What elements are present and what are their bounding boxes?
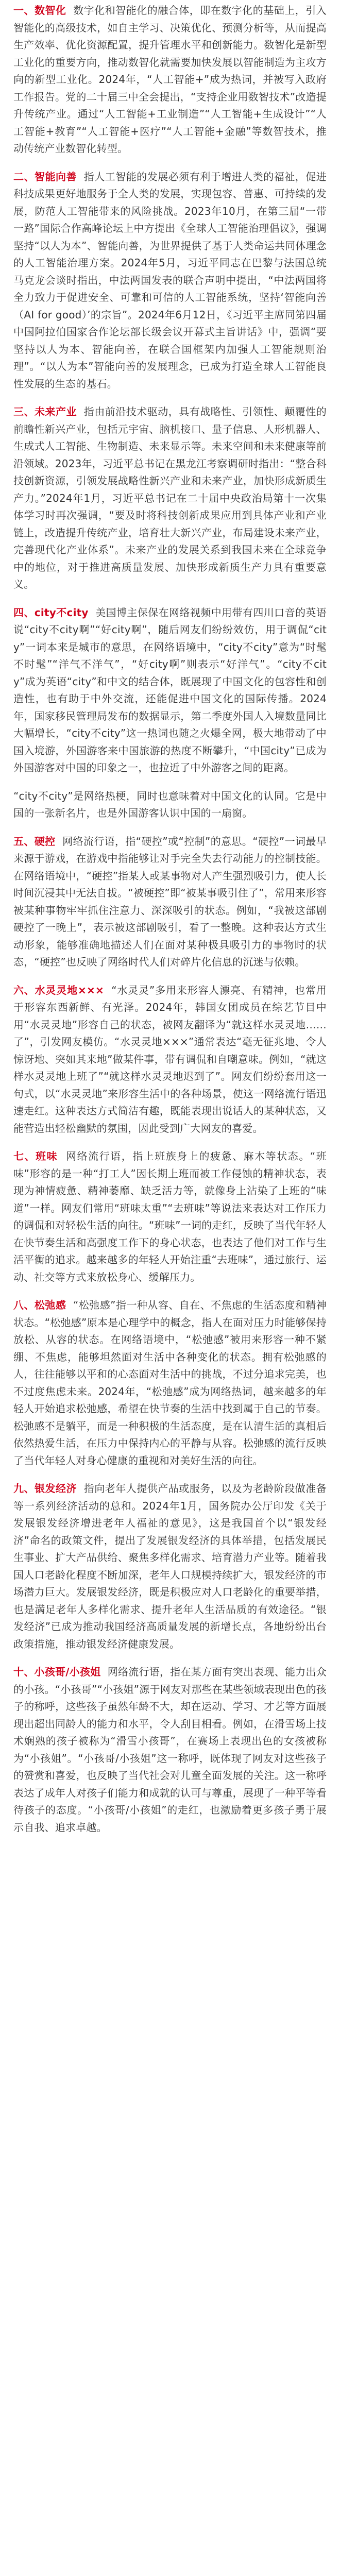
section-3 [13,403,327,594]
section-heading: 十、小孩哥/小孩姐 [13,1666,101,1678]
paragraph [13,403,327,594]
section-body: “水灵灵”多用来形容人漂亮、有精神，也常用于形容东西新鲜、有光泽。2024年，韩国女团成员在综艺节目中用“水灵灵地”形容自己的状态，被网友翻译为“就这样水灵灵地……了”，引发网友模仿。“水灵灵地×××”通常表达“毫无征兆地、令人惊讶地、突如其来地”做某件事，带有调侃和自嘲意味。例如，“就这样水灵灵地上班了”“就这样水灵灵地迟到了”。网友们纷纷套用这一句式，以“水灵灵地”来形容生活中的各种场景，使这一网络流行语迅速走红。这种表达方式简洁有趣，既能表现出说话人的某种状态，又能营造出轻松幽默的氛围，因此受到广大网友的喜爱。 [13,984,327,1134]
section-4 [13,604,327,822]
section-heading: 六、水灵灵地××× [13,984,104,996]
section-heading: 三、未来产业 [13,405,77,418]
section-heading: 二、智能向善 [13,170,77,183]
section-body: 指人工智能的发展必须有利于增进人类的福祉，促进科技成果更好地服务于全人类的发展，实现包容、普惠、可持续的发展，防范人工智能带来的风险挑战。2023年10月，在第三届“一带一路”国际合作高峰论坛上中方提出《全球人工智能治理倡议》，强调坚持“以人为本”、智能向善，为世界提供了基于人类命运共同体理念的人工智能治理方案。2024年5月，习近平同志在巴黎与法国总统马克龙会谈时指出，中法两国发表的联合声明中提出，“中法两国将全力致力于促进安全、可靠和可信的人工智能系统，坚持‘智能向善（AI for good）’的宗旨”。2024年6月12日，《习近平主席同第四届中国阿拉伯国家合作论坛部长级会议开幕式主旨讲话》中，强调“要坚持以人为本、智能向善，在联合国框架内加强人工智能规则治理”。“以人为本”智能向善的发展理念，已成为打造全球人工智能良性发展的生态的基石。 [13,170,327,390]
section-body: 美国博主保保在网络视频中用带有四川口音的英语说“city不city啊”“好city啊”，随后网友们纷纷效仿，用于调侃“city”一词本来是城市的意思，在网络语境中，“city不city”意为“时髦不时髦”“洋气不洋气”，“好city啊”则表示“好洋气”。“city不city”成为英语“city”和中文的结合体，既展现了中国文化的包容性和创造性，也有助于中外交流，还能促进中国文化的国际传播。2024年，国家移民管理局发布的数据显示，第二季度外国人入境数量同比大幅增长，“city不city”这一热词也随之火爆全网，极大地带动了中国入境游，外国游客来中国旅游的热度不断攀升，“中国city”已成为外国游客对中国的印象之一，也拉近了中外游客之间的距离。 [13,606,327,774]
paragraph [13,168,327,393]
paragraph [13,604,327,777]
section-10 [13,1664,327,1836]
section-7 [13,1148,327,1286]
section-heading: 八、松弛感 [13,1299,66,1311]
section-body: “city不city”是网络热梗，同时也意味着对中国文化的认同。它是中国的一张新名片，也是外国游客认识中国的一扇窗。 [13,789,327,819]
section-body: 指向老年人提供产品或服务，以及为老龄阶段做准备等一系列经济活动的总和。2024年1月，国务院办公厅印发《关于发展银发经济增进老年人福祉的意见》，这是我国首个以“银发经济”命名的政策文件，提出了发展银发经济的具体举措，包括发展民生事业、扩大产品供给、聚焦多样化需求、培育潜力产业等。随着我国人口老龄化程度不断加深，老年人口规模持续扩大，银发经济的市场潜力巨大。发展银发经济，既是积极应对人口老龄化的重要举措，也是满足老年人多样化需求、提升老年人生活品质的有效途径。“银发经济”已成为推动我国经济高质量发展的新增长点，各地纷纷出台政策措施，推动银发经济健康发展。 [13,1482,327,1650]
section-body: 指由前沿技术驱动，具有战略性、引领性、颠覆性的前瞻性新兴产业，包括元宇宙、脑机接口、量子信息、人形机器人、生成式人工智能、生物制造、未来显示等。未来空间和未来健康等前沿领域。2023年，习近平总书记在黑龙江考察调研时指出：“整合科技创新资源，引领发展战略性新兴产业和未来产业，加快形成新质生产力。”2024年1月，习近平总书记在二十届中央政治局第十一次集体学习时再次强调，“要及时将科技创新成果应用到具体产业和产业链上，改造提升传统产业，培育壮大新兴产业，布局建设未来产业，完善现代化产业体系”。未来产业的发展关系到我国未来在全球竞争中的地位，对于推进高质量发展、加快形成新质生产力具有重要意义。 [13,405,327,590]
section-6 [13,982,327,1138]
paragraph [13,982,327,1138]
section-1 [13,2,327,158]
section-body: 数字化和智能化的融合体，即在数字化的基础上，引入智能化的高级技术，如自主学习、决策优化、预测分析等，从而提高生产效率、优化资源配置，提升管理水平和创新能力。数智化是新型工业化的重要方向，推动数智化就需要加快发展以智能制造为主攻方向的新型工业化。2024年，“人工智能+”成为热词，并被写入政府工作报告。党的二十届三中全会提出，“支持企业用数智技术”改造提升传统产业。通过“人工智能+工业制造”“人工智能+生成设计”“人工智能+教育”“人工智能+医疗”“人工智能+金融”等数智技术，推动传统产业数智化转型。 [13,4,327,155]
section-heading: 五、硬控 [13,835,56,848]
paragraph [13,1148,327,1286]
section-2 [13,168,327,393]
paragraph [13,833,327,971]
paragraph [13,1664,327,1836]
section-body: “松弛感”指一种从容、自在、不焦虑的生活态度和精神状态。“松弛感”原本是心理学中的概念，指人在面对压力时能够保持放松、从容的状态。在网络语境中，“松弛感”被用来形容一种不紧绷、不焦虑，能够坦然面对生活中各种变化的状态。拥有松弛感的人，往往能够以平和的心态面对生活中的挑战，不过分追求完美，也不过度焦虑未来。2024年，“松弛感”成为网络热词，越来越多的年轻人开始追求松弛感，希望在快节奏的生活中找到属于自己的节奏。松弛感不是躺平，而是一种积极的生活态度，是在认清生活的真相后依然热爱生活，在压力中保持内心的平静与从容。松弛感的流行反映了当代年轻人对身心健康的重视和对美好生活的向往。 [13,1299,327,1467]
section-9 [13,1480,327,1653]
section-heading: 四、city不city [13,606,89,619]
paragraph [13,788,327,822]
section-5 [13,833,327,971]
paragraph [13,1297,327,1469]
paragraph [13,2,327,158]
section-heading: 九、银发经济 [13,1482,77,1495]
section-heading: 七、班味 [13,1150,58,1162]
section-8 [13,1297,327,1469]
section-heading: 一、数智化 [13,4,66,16]
section-body: 网络流行语，指“硬控”或“控制”的意思。“硬控”一词最早来源于游戏，在游戏中指能够让对手完全失去行动能力的控制技能。在网络语境中，“硬控”指某人或某事物对人产生强烈吸引力，使人长时间沉浸其中无法自拔。“被硬控”即“被某事吸引住了”，常用来形容被某种事物牢牢抓住注意力、深深吸引的状态。例如，“我被这部剧硬控了一晚上”，表示被这部剧吸引，看了一整晚。这种表达方式生动形象，能够准确地描述人们在面对某种极具吸引力的事物时的状态，“硬控”也反映了网络时代人们对碎片化信息的沉迷与依赖。 [13,835,327,968]
section-body: 网络流行语，指上班族身上的疲惫、麻木等状态。“班味”形容的是一种“打工人”因长期上班而被工作侵蚀的精神状态，表现为神情疲惫、精神萎靡、缺乏活力等，就像身上沾染了上班的“味道”一样。网友们常用“班味太重”“去班味”等说法来表达对工作压力的调侃和对轻松生活的向往。“班味”一词的走红，反映了当代年轻人在快节奏生活和高强度工作下的身心状态，也表达了他们对工作与生活平衡的追求。越来越多的年轻人开始注重“去班味”，通过旅行、运动、社交等方式来放松身心、缓解压力。 [13,1150,327,1283]
paragraph [13,1480,327,1653]
section-body: 网络流行语，指在某方面有突出表现、能力出众的小孩。“小孩哥”“小孩姐”源于网友对那些在某些领域表现出色的孩子的称呼，这些孩子虽然年龄不大，却在运动、学习、才艺等方面展现出超出同龄人的能力和水平，令人刮目相看。例如，在滑雪场上技术娴熟的孩子被称为“滑雪小孩哥”，在赛场上表现出色的女孩被称为“小孩姐”。“小孩哥/小孩姐”这一称呼，既体现了网友对这些孩子的赞赏和喜爱，也反映了当代社会对儿童全面发展的关注。这一称呼表达了成年人对孩子们能力和成就的认可与尊重，展现了一种平等看待孩子的态度。“小孩哥/小孩姐”的走红，也激励着更多孩子勇于展示自我、追求卓越。 [13,1666,327,1834]
